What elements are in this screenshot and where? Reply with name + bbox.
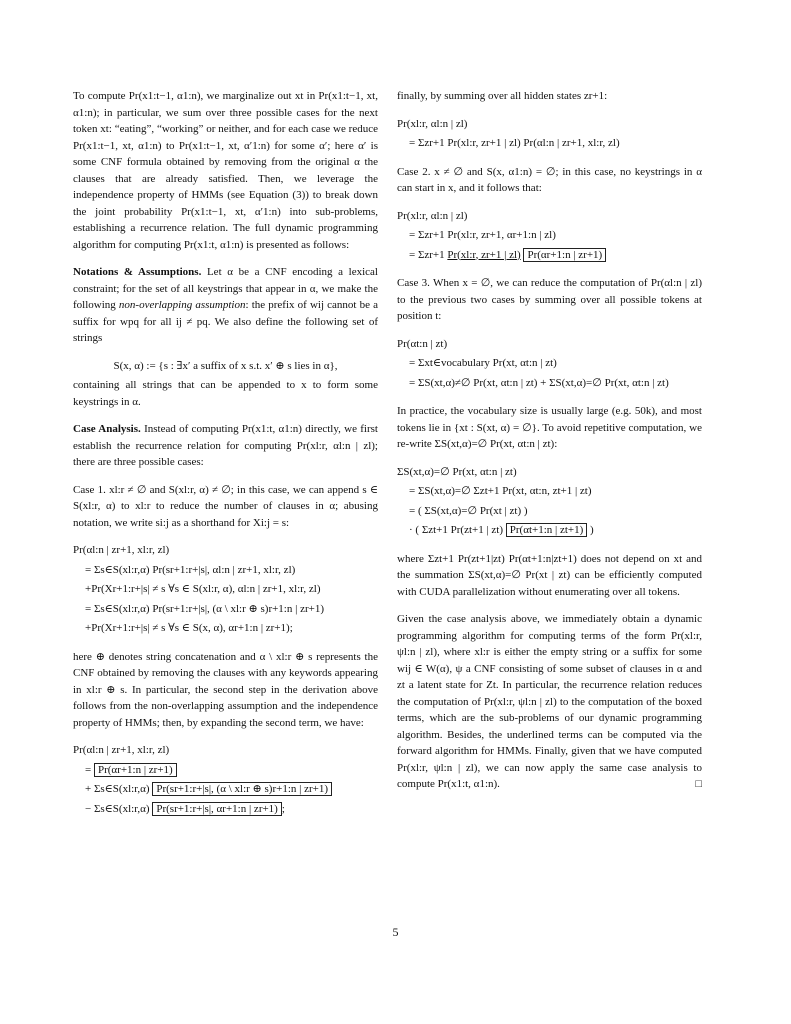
eq6-line-3: = ( ΣS(xt,α)=∅ Pr(xt | zt) ) — [409, 504, 528, 517]
equation-case3 — [397, 336, 702, 392]
case-analysis-text: Instead of computing Pr(x1:t, α1:n) directly, we first establish the recurrence relation for computing Pr(xl:r, αl:n | zl); there are three possible cases: — [73, 423, 378, 468]
equation-case1 — [73, 542, 378, 637]
eq2-line-2: + Σs∈S(xl:r,α) Pr(sr+1:r+|s|, (α \ xl:r ⊕ s)r+1:n | zr+1) — [73, 781, 378, 798]
sum-symbol: = Σzr+1 — [409, 248, 445, 261]
boxed-term: Pr(sr+1:r+|s|, (α \ xl:r ⊕ s)r+1:n | zr+1) — [152, 782, 332, 796]
eq1-line: = Σs∈S(xl:r,α) Pr(sr+1:r+|s|, (α \ xl:r ⊕ s)r+1:n | zr+1) — [85, 602, 324, 615]
eq5-lhs: Pr(αt:n | zt) — [397, 337, 448, 350]
eq6-part: · ( Σzt+1 Pr(zt+1 | zt) — [409, 524, 504, 536]
eq4-line-2: = Σzr+1 Pr(xl:r, zr+1, αr+1:n | zl) — [409, 229, 556, 241]
qed-symbol: □ — [695, 778, 702, 790]
eq5-line-3: = ΣS(xt,α)≠∅ Pr(xt, αt:n | zt) + ΣS(xt,α)=∅ Pr(xt, αt:n | zt) — [409, 376, 669, 389]
given-paragraph — [397, 611, 702, 793]
given-text: Given the case analysis above, we immediately obtain a dynamic programming algorithm for computing terms of the form Pr(xl:r, ψl:n | zl), where xl:r is either the empty string or a suffix for some wij ∈ W(α), ψ a CNF consisting of some subset of clauses in α and zt a latent state for Zt. In particular, the recurrence relation reduces the computation of Pr(xl:r, ψl:n | zl) to the computation of the boxed terms, which are the sub-problems of our dynamic programming algorithm. Besides, the underlined terms can be computed via the forward algorithm for HMMs. Finally, given that we have computed Pr(xl:r, ψl:n | zl), we can now apply the same case analysis to compute Pr(x1:t, α1:n). — [397, 613, 702, 790]
eq6-line-1: ΣS(xt,α)=∅ Pr(xt, αt:n | zt) — [397, 465, 517, 478]
eq2-line-3: − Σs∈S(xl:r,α) Pr(sr+1:r+|s|, αr+1:n | zr+1) ; — [85, 802, 285, 815]
sum-symbol: Σs∈S(xl:r,α) — [93, 802, 150, 815]
eq6-line-2: = ΣS(xt,α)=∅ Σzt+1 Pr(xt, αt:n, zt+1 | zt) — [409, 485, 592, 497]
eq4-line-3 — [397, 247, 702, 264]
underlined-term: Pr(xl:r, zr+1 | zl) — [447, 248, 521, 261]
case1-paragraph: Case 1. xl:r ≠ ∅ and S(xl:r, α) ≠ ∅; in this case, we can append s ∈ S(xl:r, α) to xl:r to reduce the number of clauses in α; abusing notation, we write si:j as a shorthand for Xi:j = s: — [73, 483, 378, 529]
equation-expansion — [73, 742, 378, 817]
eq2-line-1: = Pr(αr+1:n | zr+1) — [73, 762, 378, 779]
notations-text-2: : the prefix of wij cannot be a suffix for wpq for all ij ≠ pq. We also define the following set of strings — [73, 299, 378, 344]
eq1-line: +Pr(Xr+1:r+|s| ≠ s ∀s ∈ S(x, α), αr+1:n | zr+1); — [85, 622, 293, 634]
finally-paragraph: finally, by summing over all hidden states zr+1: — [397, 90, 608, 102]
case2-paragraph: Case 2. x ≠ ∅ and S(x, α1:n) = ∅; in this case, no keystrings in α can start in x, and it follows that: — [397, 165, 702, 194]
boxed-term: Pr(sr+1:r+|s|, αr+1:n | zr+1) — [152, 802, 282, 816]
equation-S-definition: S(x, α) := {s : ∃x′ a suffix of x s.t. x′ ⊕ s lies in α}, — [113, 359, 338, 372]
page-number: 5 — [392, 925, 399, 939]
eq1-line: = Σs∈S(xl:r,α) Pr(sr+1:r+|s|, αl:n | zr+1, xl:r, zl) — [85, 563, 296, 576]
eq5-line-2: = Σxt∈vocabulary Pr(xt, αt:n | zt) — [409, 357, 557, 369]
equation-rewrite — [397, 464, 702, 539]
eq6-line-4 — [397, 522, 702, 539]
boxed-term: Pr(αr+1:n | zr+1) — [94, 763, 177, 777]
left-column — [73, 88, 378, 829]
where-paragraph: where Σzt+1 Pr(zt+1|zt) Pr(αt+1:n|zt+1) does not depend on xt and the summation ΣS(xt,α)=∅ Pr(xt | zt) can be efficiently computed with CUDA parallelization without enumerating over all tokens. — [397, 552, 702, 598]
intro-paragraph: To compute Pr(x1:t−1, α1:n), we marginalize out xt in Pr(x1:t−1, xt, α1:n); in particular, we sum over three possible cases for the next token xt: “eating”, “working” or neither, and for each case we reduce Pr(x1:t−1, xt, α1:n) to Pr(x1:t−1, xt, α′1:n) for some α′; here α′ is some CNF formula obtained by removing from the original α the clauses that are already satisfied. Then, we leverage the independence property of HMMs (see Equation (3)) to break down the joint probability Pr(x1:t−1, xt, α′1:n) into sub-problems, establishing a recurrence relation. The full dynamic programming algorithm for computing Pr(x1:t, α1:n) is presented as follows: — [73, 90, 378, 251]
eq1-line: Pr(αl:n | zr+1, xl:r, zl) — [73, 544, 170, 556]
case-analysis-paragraph — [73, 421, 378, 471]
practice-paragraph: In practice, the vocabulary size is usually large (e.g. 50k), and most tokens lie in {xt : S(xt, α) = ∅}. To avoid repetitive computation, we re-write ΣS(xt,α)=∅ Pr(xt, αt:n | zt): — [397, 405, 702, 450]
notations-emphasis: non-overlapping assumption — [118, 299, 246, 311]
eq6-part: ) — [590, 524, 594, 536]
sum-symbol: Σs∈S(xl:r,α) — [93, 783, 150, 795]
equation-sum-hidden — [397, 116, 702, 152]
right-column — [397, 88, 702, 804]
notations-text-1: Let α be a CNF encoding a lexical constraint; for the set of all keystrings that appear in α, we make the following — [73, 266, 378, 311]
containing-paragraph: containing all strings that can be appended to x to form some keystrings in α. — [73, 379, 378, 408]
case3-paragraph: Case 3. When x = ∅, we can reduce the computation of Pr(αl:n | zl) to the previous two cases by summing over all possible tokens at position t: — [397, 277, 702, 322]
notations-paragraph — [73, 264, 378, 347]
eq1-line: +Pr(Xr+1:r+|s| ≠ s ∀s ∈ S(xl:r, α), αl:n | zr+1, xl:r, zl) — [85, 583, 321, 595]
boxed-term: Pr(αt+1:n | zt+1) — [506, 523, 588, 537]
eq4-lhs: Pr(xl:r, αl:n | zl) — [397, 209, 468, 222]
eq3-lhs: Pr(xl:r, αl:n | zl) — [397, 117, 468, 130]
eq3-rhs: = Σzr+1 Pr(xl:r, zr+1 | zl) Pr(αl:n | zr+1, xl:r, zl) — [409, 137, 620, 149]
case-analysis-heading: Case Analysis. — [73, 423, 141, 435]
boxed-term: Pr(αr+1:n | zr+1) — [523, 248, 606, 262]
here-paragraph: here ⊕ denotes string concatenation and α \ xl:r ⊕ s represents the CNF obtained by removing the clauses with any keywords appearing in xl:r ⊕ s. In particular, the second step in the derivation above follows from the non-overlapping assumption and the independence property of HMMs; then, by expanding the second term, we have: — [73, 650, 378, 729]
eq2-lhs: Pr(αl:n | zr+1, xl:r, zl) — [73, 744, 170, 756]
equation-case2 — [397, 208, 702, 264]
notations-heading: Notations & Assumptions. — [73, 266, 202, 278]
